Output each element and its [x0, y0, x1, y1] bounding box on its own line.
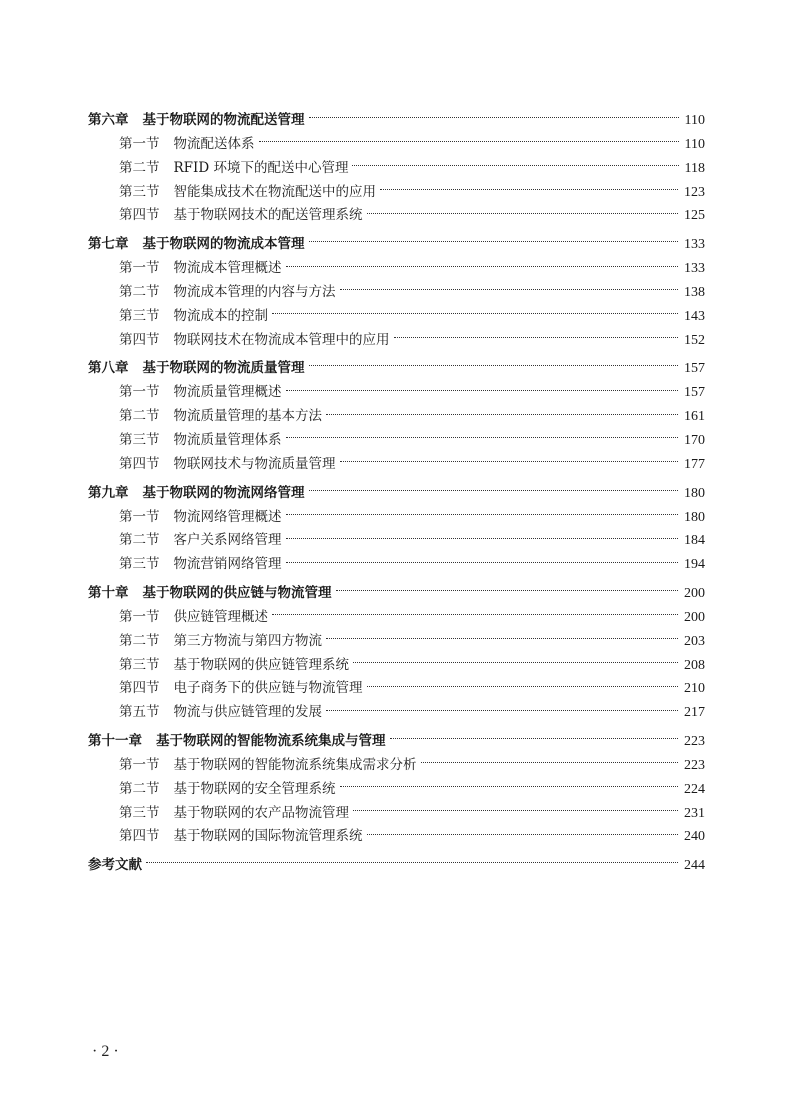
entry-number: 第一节 [119, 756, 160, 773]
entry-number: 第二节 [119, 532, 160, 549]
entry-page-number: 157 [684, 361, 705, 377]
entry-number: 第四节 [119, 207, 160, 224]
entry-page-number: 184 [684, 533, 705, 549]
entry-title: 物联网技术与物流质量管理 [173, 455, 336, 472]
entry-page-number: 240 [684, 829, 705, 845]
entry-number: 第三节 [119, 183, 160, 200]
page-footer-number: · 2 · [92, 1043, 119, 1060]
entry-page-number: 180 [684, 485, 705, 501]
entry-title: 物流成本管理的内容与方法 [173, 283, 336, 300]
entry-number: 第一节 [119, 384, 160, 401]
toc-section-entry[interactable] [88, 553, 705, 577]
dot-leader [326, 710, 678, 711]
entry-title: 客户关系网络管理 [173, 532, 282, 549]
entry-page-number: 161 [684, 409, 705, 425]
entry-number: 第十章 [88, 584, 129, 601]
entry-page-number: 224 [684, 781, 705, 797]
entry-number: 第七章 [88, 236, 129, 253]
dot-leader [309, 241, 679, 242]
entry-number: 第三节 [119, 804, 160, 821]
table-of-contents [88, 108, 705, 878]
entry-title: 物流与供应链管理的发展 [173, 704, 322, 721]
entry-number: 第三节 [119, 431, 160, 448]
toc-section-entry[interactable] [88, 257, 705, 281]
dot-leader [309, 490, 679, 491]
entry-title: 基于物联网的智能物流系统集成与管理 [156, 732, 386, 749]
toc-chapter-entry[interactable] [88, 108, 705, 133]
toc-chapter-entry[interactable] [88, 853, 705, 878]
entry-number: 第二节 [119, 159, 160, 176]
dot-leader [286, 266, 679, 267]
entry-number: 第六章 [88, 112, 129, 128]
dot-leader [394, 337, 679, 338]
dot-leader [367, 213, 679, 214]
toc-section-entry[interactable] [88, 157, 705, 181]
toc-section-entry[interactable] [88, 429, 705, 453]
dot-leader [272, 614, 678, 615]
toc-section-entry[interactable] [88, 181, 705, 205]
dot-leader [272, 313, 678, 314]
dot-leader [309, 117, 679, 118]
entry-number: 第三节 [119, 656, 160, 673]
entry-title: 物流质量管理概述 [173, 384, 282, 401]
toc-chapter-entry[interactable] [88, 356, 705, 381]
dot-leader [286, 514, 679, 515]
dot-leader [146, 862, 678, 863]
dot-leader [309, 365, 679, 366]
entry-title: 物联网技术在物流成本管理中的应用 [173, 331, 390, 348]
entry-title: 物流网络管理概述 [173, 508, 282, 525]
dot-leader [286, 437, 679, 438]
entry-title: 物流成本的控制 [173, 307, 268, 324]
toc-section-entry[interactable] [88, 204, 705, 228]
entry-title: 基于物联网的智能物流系统集成需求分析 [173, 756, 417, 773]
entry-title: 基于物联网的物流网络管理 [142, 484, 305, 501]
toc-section-entry[interactable] [88, 654, 705, 678]
entry-title: 物流营销网络管理 [173, 556, 282, 573]
toc-chapter-entry[interactable] [88, 481, 705, 506]
entry-number: 第二节 [119, 408, 160, 425]
toc-section-entry[interactable] [88, 453, 705, 477]
toc-section-entry[interactable] [88, 754, 705, 778]
entry-number: 第一节 [119, 260, 160, 277]
toc-section-entry[interactable] [88, 630, 705, 654]
entry-title: 基于物联网的农产品物流管理 [173, 804, 349, 821]
entry-page-number: 223 [684, 757, 705, 773]
entry-page-number: 203 [684, 633, 705, 649]
toc-section-entry[interactable] [88, 329, 705, 353]
dot-leader [336, 590, 679, 591]
entry-title: 基于物联网的国际物流管理系统 [173, 828, 363, 845]
toc-chapter-entry[interactable] [88, 581, 705, 606]
toc-section-entry[interactable] [88, 778, 705, 802]
toc-section-entry[interactable] [88, 825, 705, 849]
entry-number: 第一节 [119, 508, 160, 525]
entry-number: 第二节 [119, 283, 160, 300]
dot-leader [353, 810, 678, 811]
entry-number: 第三节 [119, 307, 160, 324]
entry-page-number: 110 [684, 137, 705, 152]
dot-leader [259, 141, 679, 142]
entry-number: 第五节 [119, 704, 160, 721]
dot-leader [286, 538, 679, 539]
dot-leader [326, 414, 678, 415]
entry-title: 基于物联网的物流配送管理 [142, 112, 305, 128]
toc-section-entry[interactable] [88, 281, 705, 305]
dot-leader [367, 834, 679, 835]
entry-page-number: 170 [684, 432, 705, 448]
entry-number: 第一节 [119, 608, 160, 625]
toc-chapter-entry[interactable] [88, 729, 705, 754]
toc-section-entry[interactable] [88, 802, 705, 826]
dot-leader [390, 738, 679, 739]
entry-title: 基于物联网的物流成本管理 [142, 236, 305, 253]
dot-leader [326, 638, 678, 639]
dot-leader [367, 686, 679, 687]
entry-title: 基于物联网的供应链管理系统 [173, 656, 349, 673]
toc-section-entry[interactable] [88, 381, 705, 405]
entry-title: 基于物联网技术的配送管理系统 [173, 207, 363, 224]
toc-section-entry[interactable] [88, 133, 705, 157]
entry-number: 第二节 [119, 632, 160, 649]
entry-title: 供应链管理概述 [173, 608, 268, 625]
entry-number: 第四节 [119, 680, 160, 697]
entry-number: 第九章 [88, 484, 129, 501]
entry-page-number: 177 [684, 456, 705, 472]
dot-leader [286, 562, 679, 563]
entry-title: 物流配送体系 [173, 136, 255, 152]
entry-title: 物流质量管理体系 [173, 431, 282, 448]
entry-page-number: 118 [684, 160, 705, 176]
dot-leader [421, 762, 679, 763]
toc-section-entry[interactable] [88, 405, 705, 429]
entry-page-number: 123 [684, 184, 705, 200]
toc-chapter-entry[interactable] [88, 232, 705, 257]
entry-page-number: 133 [684, 237, 705, 253]
entry-page-number: 200 [684, 609, 705, 625]
entry-page-number: 231 [684, 805, 705, 821]
entry-title: 电子商务下的供应链与物流管理 [173, 680, 363, 697]
entry-page-number: 157 [684, 385, 705, 401]
entry-title: 基于物联网的供应链与物流管理 [142, 584, 332, 601]
entry-page-number: 194 [684, 557, 705, 573]
entry-number: 第八章 [88, 360, 129, 377]
entry-page-number: 208 [684, 657, 705, 673]
entry-page-number: 210 [684, 681, 705, 697]
entry-title: 第三方物流与第四方物流 [173, 632, 322, 649]
dot-leader [340, 786, 679, 787]
entry-number: 第四节 [119, 455, 160, 472]
entry-title: RFID 环境下的配送中心管理 [173, 159, 349, 176]
toc-section-entry[interactable] [88, 606, 705, 630]
entry-page-number: 152 [684, 332, 705, 348]
dot-leader [353, 662, 678, 663]
entry-number: 第二节 [119, 780, 160, 797]
dot-leader [340, 461, 679, 462]
toc-section-entry[interactable] [88, 506, 705, 530]
entry-title: 物流成本管理概述 [173, 260, 282, 277]
toc-section-entry[interactable] [88, 701, 705, 725]
toc-section-entry[interactable] [88, 529, 705, 553]
dot-leader [340, 289, 679, 290]
entry-number: 第十一章 [88, 732, 142, 749]
entry-page-number: 133 [684, 261, 705, 277]
entry-page-number: 110 [684, 113, 705, 128]
dot-leader [286, 390, 679, 391]
entry-page-number: 180 [684, 509, 705, 525]
entry-number: 第一节 [119, 136, 160, 152]
entry-number: 第三节 [119, 556, 160, 573]
entry-number: 第四节 [119, 828, 160, 845]
entry-page-number: 143 [684, 308, 705, 324]
toc-section-entry[interactable] [88, 305, 705, 329]
entry-title: 基于物联网的物流质量管理 [142, 360, 305, 377]
entry-page-number: 244 [684, 858, 705, 874]
entry-title: 基于物联网的安全管理系统 [173, 780, 336, 797]
entry-page-number: 223 [684, 733, 705, 749]
entry-page-number: 217 [684, 705, 705, 721]
entry-page-number: 125 [684, 208, 705, 224]
entry-page-number: 200 [684, 585, 705, 601]
dot-leader [380, 189, 678, 190]
entry-title: 智能集成技术在物流配送中的应用 [173, 183, 376, 200]
entry-page-number: 138 [684, 284, 705, 300]
entry-title: 参考文献 [88, 857, 142, 874]
dot-leader [352, 165, 678, 166]
entry-title: 物流质量管理的基本方法 [173, 408, 322, 425]
toc-section-entry[interactable] [88, 677, 705, 701]
entry-number: 第四节 [119, 331, 160, 348]
